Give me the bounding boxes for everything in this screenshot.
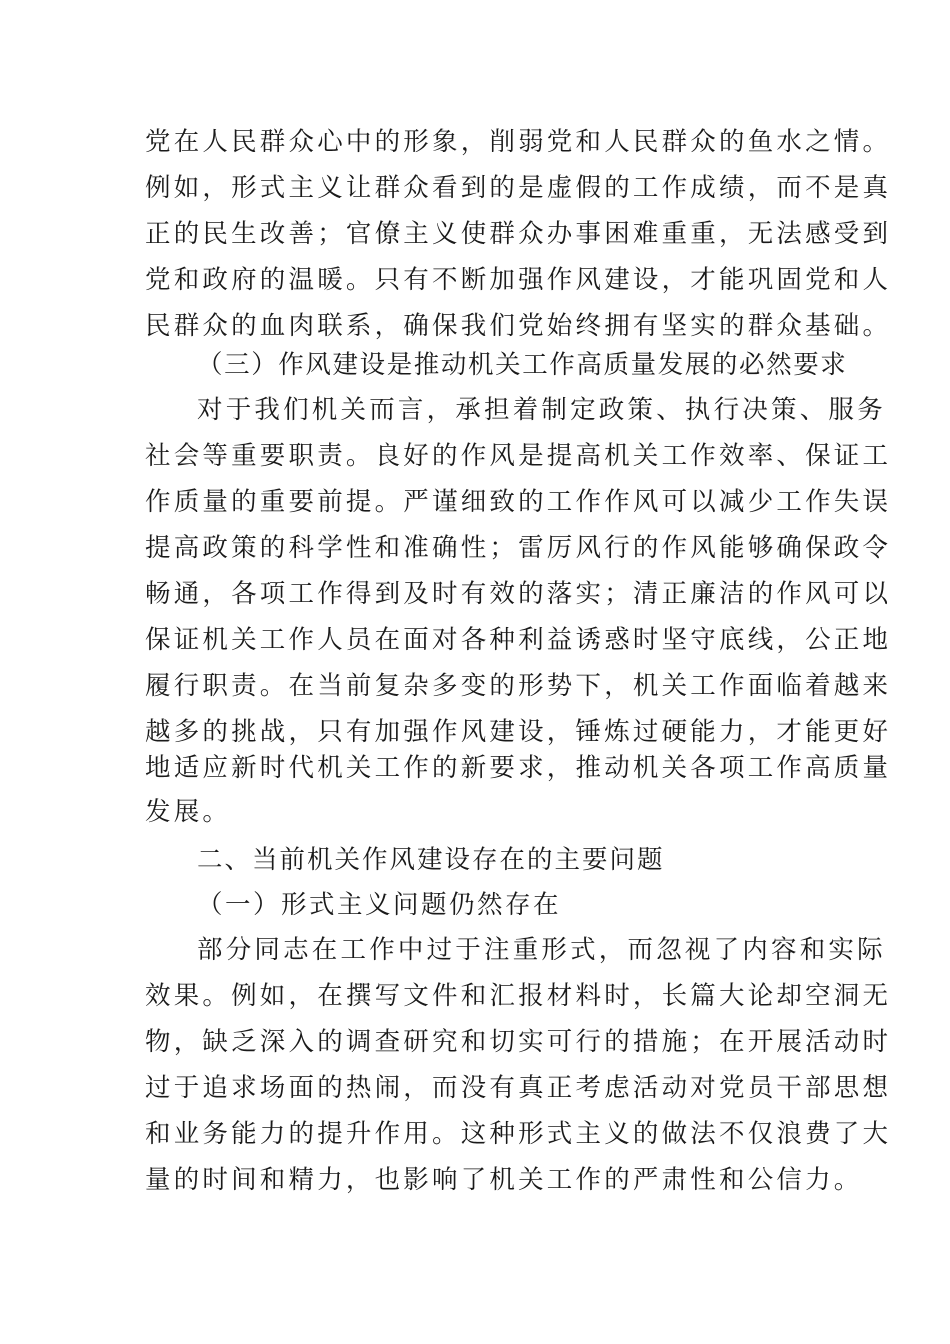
paragraph-line: 提高政策的科学性和准确性；雷厉风行的作风能够确保政令	[145, 533, 892, 563]
paragraph-line: 畅通，各项工作得到及时有效的落实；清正廉洁的作风可以	[145, 579, 892, 609]
paragraph-line: 和业务能力的提升作用。这种形式主义的做法不仅浪费了大	[145, 1119, 892, 1149]
paragraph-line: 地适应新时代机关工作的新要求，推动机关各项工作高质量	[145, 753, 892, 783]
paragraph-line: 物，缺乏深入的调查研究和切实可行的措施；在开展活动时	[145, 1027, 892, 1057]
paragraph-line: 发展。	[145, 797, 232, 827]
subheading-1: （一）形式主义问题仍然存在	[197, 890, 562, 920]
paragraph-line: 作质量的重要前提。严谨细致的工作作风可以减少工作失误	[145, 487, 892, 517]
paragraph-line: 对于我们机关而言，承担着制定政策、执行决策、服务	[197, 395, 886, 425]
paragraph-line: 效果。例如，在撰写文件和汇报材料时，长篇大论却空洞无	[145, 981, 892, 1011]
paragraph-line: 例如，形式主义让群众看到的是虚假的工作成绩，而不是真	[145, 173, 892, 203]
paragraph-line: 民群众的血肉联系，确保我们党始终拥有坚实的群众基础。	[145, 311, 892, 341]
paragraph-line: 党在人民群众心中的形象，削弱党和人民群众的鱼水之情。	[145, 127, 892, 157]
paragraph-line: 保证机关工作人员在面对各种利益诱惑时坚守底线，公正地	[145, 625, 892, 655]
section-heading: 二、当前机关作风建设存在的主要问题	[197, 845, 665, 875]
paragraph-line: 履行职责。在当前复杂多变的形势下，机关工作面临着越来	[145, 671, 892, 701]
subheading-3: （三）作风建设是推动机关工作高质量发展的必然要求	[197, 350, 848, 380]
paragraph-line: 正的民生改善；官僚主义使群众办事困难重重，无法感受到	[145, 219, 892, 249]
paragraph-line: 社会等重要职责。良好的作风是提高机关工作效率、保证工	[145, 441, 892, 471]
paragraph-line: 部分同志在工作中过于注重形式，而忽视了内容和实际	[197, 935, 886, 965]
paragraph-line: 量的时间和精力，也影响了机关工作的严肃性和公信力。	[145, 1165, 863, 1195]
paragraph-line: 党和政府的温暖。只有不断加强作风建设，才能巩固党和人	[145, 265, 892, 295]
paragraph-line: 越多的挑战，只有加强作风建设，锤炼过硬能力，才能更好	[145, 717, 892, 747]
paragraph-line: 过于追求场面的热闹，而没有真正考虑活动对党员干部思想	[145, 1073, 892, 1103]
